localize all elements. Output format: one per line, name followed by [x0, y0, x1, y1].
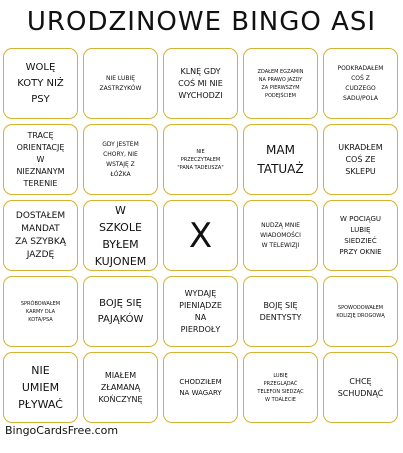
site-credit: BingoCardsFree.com	[5, 424, 119, 437]
bingo-cell-text: ZDAŁEM EGZAMIN NA PRAWO JAZDY ZA PIERWSZYM PODEJŚCIEM	[257, 68, 304, 99]
bingo-cell-text: LUBIĘ PRZEGLĄDAĆ TELEFON SIEDZĄC W TOALECIE	[257, 372, 304, 403]
bingo-cell-text: DOSTAŁEM MANDAT ZA SZYBKĄ JAZDĘ	[15, 210, 66, 260]
bingo-cell[interactable]	[243, 200, 318, 271]
bingo-cell-text: NUDZĄ MNIE WIADOMOŚCI W TELEWIZJI	[260, 221, 301, 249]
bingo-grid	[3, 48, 398, 423]
bingo-cell[interactable]	[323, 48, 398, 119]
bingo-cell[interactable]	[243, 276, 318, 347]
bingo-cell[interactable]	[243, 352, 318, 423]
bingo-cell-text: MAM TATUAŻ	[257, 142, 304, 176]
bingo-cell-text: W SZKOLE BYŁEM KUJONEM	[94, 203, 147, 268]
bingo-cell-text: BOJĘ SIĘ DENTYSTY	[259, 300, 302, 322]
bingo-cell[interactable]	[83, 124, 158, 195]
bingo-cell-text: GDY JESTEM CHORY, NIE WSTAJĘ Z ŁÓŻKA	[102, 140, 139, 178]
bingo-cell-text: NIE PRZECZYTAŁEM "PANA TADEUSZA"	[177, 148, 224, 171]
bingo-cell[interactable]	[83, 200, 158, 271]
page-title: URODZINOWE BINGO ASI	[26, 7, 377, 37]
bingo-cell-text: UKRADŁEM COŚ ZE SKLEPU	[338, 142, 383, 176]
bingo-cell[interactable]	[163, 124, 238, 195]
bingo-cell[interactable]	[163, 48, 238, 119]
bingo-cell-text: WYDAJĘ PIENIĄDZE NA PIERDOŁY	[179, 288, 222, 334]
bingo-cell-text: NIE LUBIĘ ZASTRZYKÓW	[99, 74, 142, 92]
bingo-cell-text: KLNĘ GDY COŚ MI NIE WYCHODZI	[178, 66, 223, 100]
bingo-cell[interactable]	[323, 200, 398, 271]
bingo-cell-text: CHCĘ SCHUDNĄĆ	[337, 376, 384, 398]
bingo-cell[interactable]	[323, 352, 398, 423]
bingo-cell-text: PODKRADAŁEM COŚ Z CUDZEGO SADU/POLA	[337, 64, 384, 102]
bingo-cell[interactable]	[3, 124, 78, 195]
free-space-cell[interactable]	[163, 200, 238, 271]
bingo-cell-text: W POCIĄGU LUBIĘ SIEDZIEĆ PRZY OKNIE	[339, 214, 382, 256]
bingo-cell-text: TRACĘ ORIENTACJĘ W NIEZNANYM TERENIE	[16, 130, 65, 188]
bingo-cell[interactable]	[83, 276, 158, 347]
bingo-cell-text: NIE UMIEM PŁYWAĆ	[18, 364, 63, 411]
bingo-cell-text: MIAŁEM ZŁAMANĄ KOŃCZYNĘ	[98, 370, 143, 404]
bingo-cell[interactable]	[323, 276, 398, 347]
bingo-cell[interactable]	[163, 352, 238, 423]
bingo-cell[interactable]	[323, 124, 398, 195]
bingo-cell[interactable]	[83, 352, 158, 423]
bingo-cell-text: WOLĘ KOTY NIŻ PSY	[17, 61, 64, 105]
bingo-cell[interactable]	[163, 276, 238, 347]
bingo-cell-text: SPRÓBOWAŁEM KARMY DLA KOTA/PSA	[20, 300, 61, 323]
bingo-cell[interactable]	[243, 124, 318, 195]
bingo-cell-text: CHODZIŁEM NA WAGARY	[179, 377, 222, 397]
bingo-cell-text: BOJĘ SIĘ PAJĄKÓW	[97, 297, 144, 325]
bingo-cell[interactable]	[243, 48, 318, 119]
bingo-cell[interactable]	[83, 48, 158, 119]
bingo-cell[interactable]	[3, 48, 78, 119]
bingo-cell[interactable]	[3, 352, 78, 423]
bingo-cell-text: SPOWODOWAŁEM KOLIZJĘ DROGOWĄ	[336, 304, 385, 319]
free-space-mark: X	[188, 215, 213, 256]
bingo-cell[interactable]	[3, 200, 78, 271]
bingo-cell[interactable]	[3, 276, 78, 347]
